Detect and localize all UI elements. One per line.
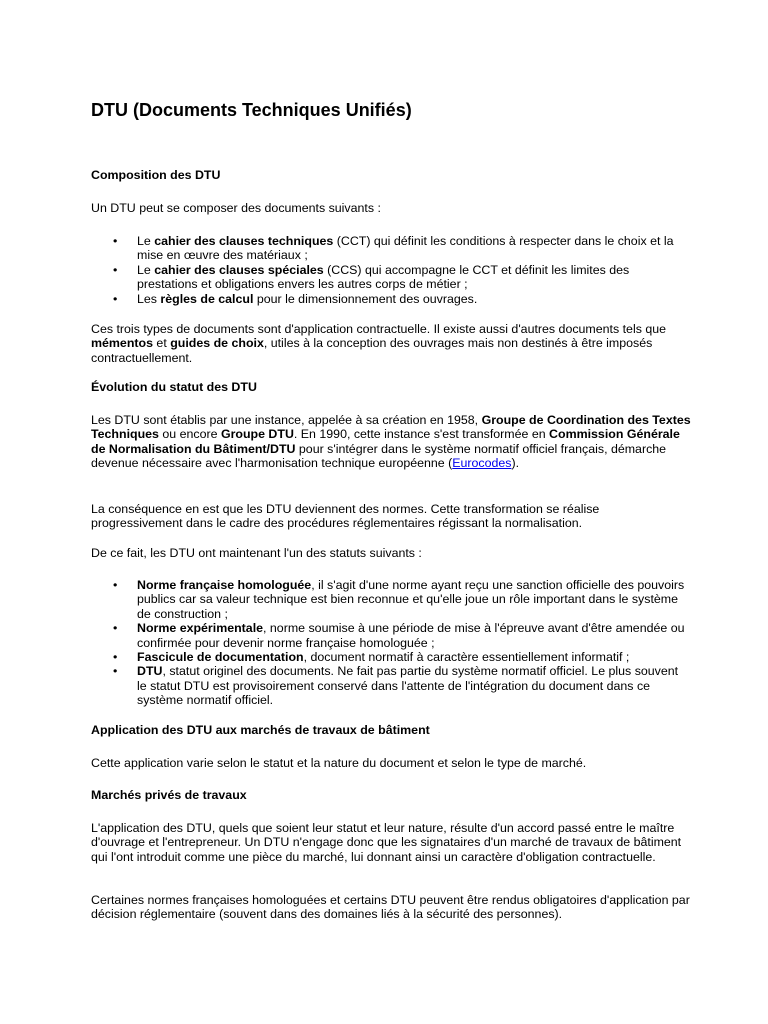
application-paragraph: Cette application varie selon le statut et la nature du document et selon le type de marché. (91, 756, 587, 770)
list-item: • Le cahier des clauses spéciales (CCS) qui accompagne le CCT et définit les limites des prestations et obligations envers les autres corps de métier ; (113, 262, 630, 292)
bullet-icon: • (113, 262, 118, 277)
bullet-icon: • (113, 621, 118, 636)
bullet-icon: • (113, 664, 118, 679)
bullet-icon: • (113, 291, 118, 306)
list-item: • Les règles de calcul pour le dimensionnement des ouvrages. (113, 291, 478, 306)
composition-paragraph: Ces trois types de documents sont d'application contractuelle. Il existe aussi d'autres documents tels que mémentos et guides de choix, utiles à la conception des ouvrages mais non destinés à être imposés contractuellement. (91, 322, 667, 365)
list-item: • Fascicule de documentation, document normatif à caractère essentiellement informatif ; (113, 650, 630, 665)
private-markets-paragraph: L'application des DTU, quels que soient leur statut et leur nature, résulte d'un accord passé entre le maître d'ouvrage et l'entrepreneur. Un DTU n'engage donc que les signataires d'un marché de travaux de bâtiment qui l'ont introduit comme une pièce du marché, lui donnant ainsi un caractère d'obligation contractuelle. (91, 821, 682, 864)
list-item: • DTU, statut originel des documents. Ne fait pas partie du système normatif officiel. Le plus souvent le statut DTU est provisoirement conservé dans l'attente de l'intégration du document dans ce système normatif officiel. (113, 664, 679, 708)
composition-list (91, 234, 691, 306)
bullet-icon: • (113, 234, 118, 248)
evolution-paragraph: Les DTU sont établis par une instance, appelée à sa création en 1958, Groupe de Coordination des Textes Techniques ou encore Groupe DTU. En 1990, cette instance s'est transformée en Commission Générale de Normalisation du Bâtiment/DTU pour s'intégrer dans le système normatif officiel français, démarche devenue nécessaire avec l'harmonisation technique européenne (Eurocodes). (91, 413, 691, 471)
section-heading-composition: Composition des DTU (91, 168, 221, 182)
bullet-icon: • (113, 578, 118, 592)
status-list (91, 578, 691, 708)
composition-intro: Un DTU peut se composer des documents suivants : (91, 201, 381, 215)
status-intro: De ce fait, les DTU ont maintenant l'un des statuts suivants : (91, 546, 422, 560)
obligatory-paragraph: Certaines normes françaises homologuées et certains DTU peuvent être rendus obligatoires d'application par décision réglementaire (souvent dans des domaines liés à la sécurité des personnes). (91, 893, 690, 922)
consequence-paragraph: La conséquence en est que les DTU deviennent des normes. Cette transformation se réalise progressivement dans le cadre des procédures réglementaires régissant la normalisation. (91, 502, 600, 531)
list-item: • Norme expérimentale, norme soumise à une période de mise à l'épreuve avant d'être amendée ou confirmée pour devenir norme française homologuée ; (113, 621, 685, 650)
section-heading-evolution: Évolution du statut des DTU (91, 380, 257, 394)
page-title: DTU (Documents Techniques Unifiés) (91, 100, 412, 120)
list-item: • Le cahier des clauses techniques (CCT) qui définit les conditions à respecter dans le choix et la mise en œuvre des matériaux ; (113, 234, 674, 263)
bullet-icon: • (113, 650, 118, 665)
section-heading-application: Application des DTU aux marchés de travaux de bâtiment (91, 723, 430, 737)
eurocodes-link[interactable]: Eurocodes (452, 456, 512, 471)
list-item: • Norme française homologuée, il s'agit d'une norme ayant reçu une sanction officielle des pouvoirs publics car sa valeur technique est bien reconnue et qu'elle joue un rôle important dans le système de construction ; (113, 578, 685, 621)
section-heading-private-markets: Marchés privés de travaux (91, 788, 247, 802)
